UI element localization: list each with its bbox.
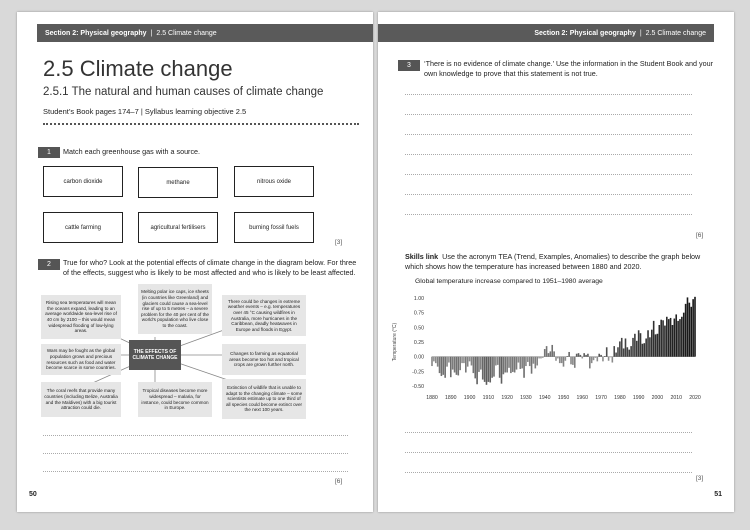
header-separator: | [150,29,153,37]
effect-wars: Wars may be fought as the global population grows and precious resources such as food and water become scarce in some countries. [41,344,121,375]
bar [538,357,540,359]
chart-title: Global temperature increase compared to 1951–1980 average [415,278,603,285]
y-axis-label: Temperature (°C) [392,322,398,362]
y-tick-label: 1.00 [413,296,424,302]
bar [679,319,681,357]
bar [645,338,647,356]
bar [561,357,563,363]
bar [681,317,683,357]
bar [566,356,568,357]
x-tick-label: 1980 [614,395,626,401]
bar [619,341,621,356]
bar [553,351,555,356]
bar [454,357,456,373]
x-tick-label: 1930 [520,395,532,401]
temperature-chart [390,278,720,416]
bar [484,357,486,382]
bar [463,357,465,363]
bar [527,357,529,362]
bar [551,345,553,357]
bar [643,343,645,356]
bar [574,357,576,368]
header-subsection: 2.5 Climate change [645,29,706,37]
bar [442,357,444,375]
x-tick-label: 1990 [632,395,645,401]
bar [520,357,522,369]
bar [672,325,674,357]
x-tick-label: 1940 [538,395,551,401]
bar [625,338,627,356]
bar [563,357,565,367]
question-3-number: 3 [398,60,420,71]
bar [651,330,653,357]
bar [615,353,617,357]
bar [467,357,469,367]
bar [491,357,493,378]
bar [585,355,587,357]
bar [535,357,537,369]
bar [628,350,630,357]
header-separator: | [639,29,642,37]
bar [488,357,490,382]
bar [565,357,567,361]
bar [640,333,642,356]
final-marks: [3] [696,475,704,482]
bar [580,355,582,357]
bar [610,357,612,358]
bar [557,357,559,359]
bar [465,357,467,373]
bar [600,355,602,357]
bar [497,357,499,365]
bar [608,357,610,361]
y-tick-label: 0.00 [413,354,424,361]
skills-link-text: Use the acronym TEA (Trend, Examples, Anomalies) to describe the graph below which shows how the temperature has increased between 1880 and 2020. [405,252,701,271]
bar [653,321,655,357]
header-section: Section 2: Physical geography [534,29,636,37]
bar [437,357,439,367]
bar [525,357,527,366]
bar [581,357,583,359]
bar [448,357,450,363]
bar [578,353,580,357]
question-1-text: Match each greenhouse gas with a source. [63,147,201,156]
bar [506,357,508,373]
x-tick-label: 1890 [445,395,457,401]
bar [664,326,666,357]
answer-line[interactable] [405,214,692,215]
bar [587,354,589,357]
bar [638,330,640,356]
bar [597,357,599,362]
bar [612,357,614,363]
question-2-text: True for who? Look at the potential effects of climate change in the diagram below. For three of the effects, suggest who is likely to be most affected and who is likely to be least affected. [63,258,357,277]
page-header [378,24,714,42]
bar [660,320,662,357]
bar [659,325,661,357]
bar [444,357,446,378]
bar [689,303,691,357]
bar [508,357,510,368]
bar [591,357,593,363]
bar [476,357,478,385]
bar [452,357,454,370]
answer-line[interactable] [43,435,348,436]
bar [634,334,636,357]
bar [489,357,491,383]
bar [572,357,574,365]
bar [469,357,471,362]
bar [583,353,585,357]
bar [478,357,480,372]
x-tick-label: 1920 [501,395,513,401]
answer-line[interactable] [43,471,348,472]
bar [559,357,561,363]
bar [690,307,692,357]
bar [523,357,525,378]
x-tick-label: 1950 [557,395,570,401]
effect-melting-ice: Melting polar ice caps, ice sheets (in countries like Greenland) and glaciers could cause a sea-level rise of up to 5 metres – a severe problem for the 40 per cent of the world’s population who live close to the coast. [138,284,212,334]
y-tick-label: -0.50 [412,384,424,390]
effect-sea-level-rise: Rising sea temperatures will mean the oceans expand, leading to an average worldwide sea-level rise of 40 cm by 2100 – this would mean widespread flooding of low-lying areas. [41,295,121,339]
bar [516,357,518,370]
y-tick-label: 0.50 [413,325,424,332]
bar [576,354,578,357]
y-tick-labels [412,296,424,390]
bar [555,357,557,361]
x-tick-label: 1970 [595,395,607,401]
bar [499,357,501,378]
bar [675,314,677,356]
x-tick-label: 1910 [482,395,495,401]
x-tick-label: 1960 [576,395,589,401]
bar [692,299,694,356]
bar [474,357,476,379]
x-tick-label: 1900 [463,395,476,401]
bar [533,357,535,364]
answer-line[interactable] [405,452,692,453]
question-3-marks: [6] [696,232,704,239]
answer-line[interactable] [405,154,692,155]
diagram-center: THE EFFECTS OF CLIMATE CHANGE [129,340,181,370]
bar [694,297,696,357]
gas-box-carbon-dioxide[interactable]: carbon dioxide [43,166,123,197]
gas-box-methane[interactable]: methane [138,167,218,198]
bar [649,337,651,356]
bar [546,346,548,357]
bar [570,357,572,365]
bar [617,347,619,356]
bar [548,353,550,357]
bar [568,352,570,357]
bar [647,330,649,356]
bar [431,357,433,366]
bar [439,357,441,373]
question-2-number: 2 [38,259,60,270]
y-tick-label: 0.25 [413,340,424,346]
bar [446,357,448,367]
effect-tropical-diseases: Tropical diseases become more widespread – malaria, for instance, could become common in Europe. [138,382,212,417]
bar [595,357,597,358]
y-tick-label: -0.25 [412,369,424,376]
bar [435,357,437,363]
bar [493,357,495,377]
page-number: 50 [29,491,37,498]
bar [471,357,473,366]
source-box-cattle-farming[interactable]: cattle farming [43,212,123,243]
bar [501,357,503,384]
bar [657,334,659,357]
page-subtitle: 2.5.1 The natural and human causes of climate change [43,86,324,98]
bar [458,357,460,376]
bar [459,357,461,370]
question-1-number: 1 [38,147,60,158]
bar [550,351,552,356]
skills-link-label: Skills link [405,252,439,261]
bar [495,357,497,366]
bar [677,321,679,357]
answer-line[interactable] [405,114,692,115]
gas-box-nitrous-oxide[interactable]: nitrous oxide [234,166,314,197]
bar [632,338,634,357]
bar [642,344,644,357]
answer-line[interactable] [405,174,692,175]
effect-wildlife-extinction: Extinction of wildlife that is unable to adapt to the changing climate – some scientists estimate up to one third of all species could become extinct over the next 100 years. [222,379,306,419]
bar [593,357,595,361]
syllabus-reference: Student’s Book pages 174–7 | Syllabus learning objective 2.5 [43,107,247,116]
header-section: Section 2: Physical geography [45,29,147,37]
bar [456,357,458,375]
bar [503,357,505,375]
bar [598,354,600,357]
skills-link [405,252,720,272]
bar [536,357,538,366]
bar [630,346,632,357]
diagram-connectors [17,12,373,512]
bar [589,357,591,369]
bar [531,357,533,374]
bar [668,319,670,357]
source-box-burning-fossil-fuels[interactable]: burning fossil fuels [234,212,314,243]
question-3-text: ‘There is no evidence of climate change.’ Use the information in the Student Book and your own knowledge to prove that this statement is not true. [424,59,713,78]
bar [480,357,482,370]
effect-extreme-weather: There could be changes in extreme weather events – e.g. temperatures over 45 °C causing wildfires in Australia, more hurricanes in the Caribbean, deadly heatwaves in Europe and floods in Egypt. [222,295,306,336]
answer-line[interactable] [405,432,692,433]
bar [636,341,638,357]
bar [482,357,484,380]
answer-line[interactable] [405,194,692,195]
x-tick-label: 2020 [689,395,701,401]
bar [473,357,475,373]
bar [486,357,488,385]
bar [512,357,514,372]
x-tick-label: 2010 [670,395,682,401]
bar [544,349,546,357]
page-number: 51 [714,491,722,498]
page-title: 2.5 Climate change [43,56,233,81]
bar [685,304,687,357]
bar [542,357,544,358]
bar [674,319,676,357]
effect-farming-changes: Changes to farming as equatorial areas become too hot and tropical crops are grown further north. [222,344,306,375]
bar [504,357,506,373]
source-box-agricultural-fertilisers[interactable]: agricultural fertilisers [138,212,218,243]
left-page [17,12,373,512]
bar [606,347,608,356]
bar [529,357,531,366]
x-tick-labels [426,395,701,401]
header-subsection: 2.5 Climate change [156,29,217,37]
answer-line[interactable] [43,453,348,454]
bar [621,338,623,357]
bar [662,320,664,356]
bar [514,357,516,373]
bar [433,357,435,362]
bar [521,357,523,369]
right-page [378,12,734,512]
bar [441,357,443,376]
bar [627,347,629,356]
question-2-marks: [6] [335,478,343,485]
bar [461,357,463,363]
chart-bars [431,297,696,385]
y-tick-label: 0.75 [413,310,424,317]
bar [687,297,689,356]
bar [510,357,512,373]
bar [623,348,625,356]
bar [602,357,604,362]
bar [655,334,657,356]
answer-line[interactable] [405,134,692,135]
bar [683,313,685,357]
effect-coral-reefs: The coral reefs that provide many countries (including Belize, Australia and the Maldives) with a big tourist attraction could die. [41,382,121,417]
x-tick-label: 2000 [651,395,664,401]
bar [540,357,542,359]
question-1-marks: [3] [335,239,343,246]
x-tick-label: 1880 [426,395,438,401]
bar [604,356,606,357]
bar [518,357,520,363]
bar [666,317,668,357]
answer-line[interactable] [405,94,692,95]
bar [450,357,452,378]
answer-line[interactable] [405,472,692,473]
bar [613,346,615,357]
bar [670,318,672,357]
